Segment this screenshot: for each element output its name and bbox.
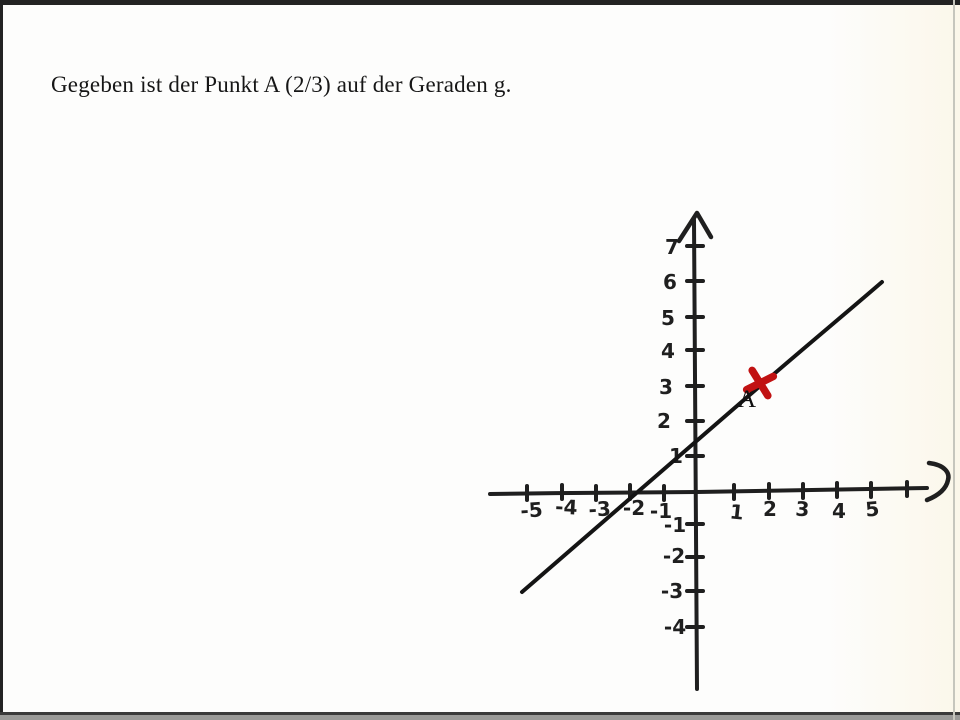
x-tick-label: 4 [832,499,846,523]
y-tick-label: 2 [657,409,671,433]
x-tick-label: 3 [794,496,811,522]
y-tick-label: -4 [663,615,687,639]
y-tick-label: -3 [660,579,684,603]
y-tick-label: 6 [663,270,677,294]
x-tick-label: 1 [728,499,745,525]
x-tick-label: -5 [519,497,544,523]
y-tick-label: 1 [669,444,683,468]
x-axis [490,488,927,494]
y-axis-labels [657,235,686,639]
y-tick-label: -1 [663,513,687,537]
x-tick-label: -4 [554,494,579,520]
y-tick-label: 4 [661,339,675,363]
x-tick-label: 5 [864,496,881,522]
y-tick-label: 7 [665,235,679,259]
x-tick-label: -1 [649,499,673,523]
x-tick-label: 2 [763,497,777,521]
line-g [519,282,882,592]
x-axis-arrow-icon [927,463,948,500]
y-tick-label: 3 [659,375,673,399]
x-tick-label: -3 [587,496,612,522]
y-tick-label: -2 [662,544,686,568]
problem-statement: Gegeben ist der Punkt A (2/3) auf der Geraden g. [51,72,512,97]
point-a-label: A [737,386,757,413]
y-tick-label: 5 [661,306,675,330]
x-axis-labels [520,494,881,524]
x-tick-label: -2 [622,496,646,520]
